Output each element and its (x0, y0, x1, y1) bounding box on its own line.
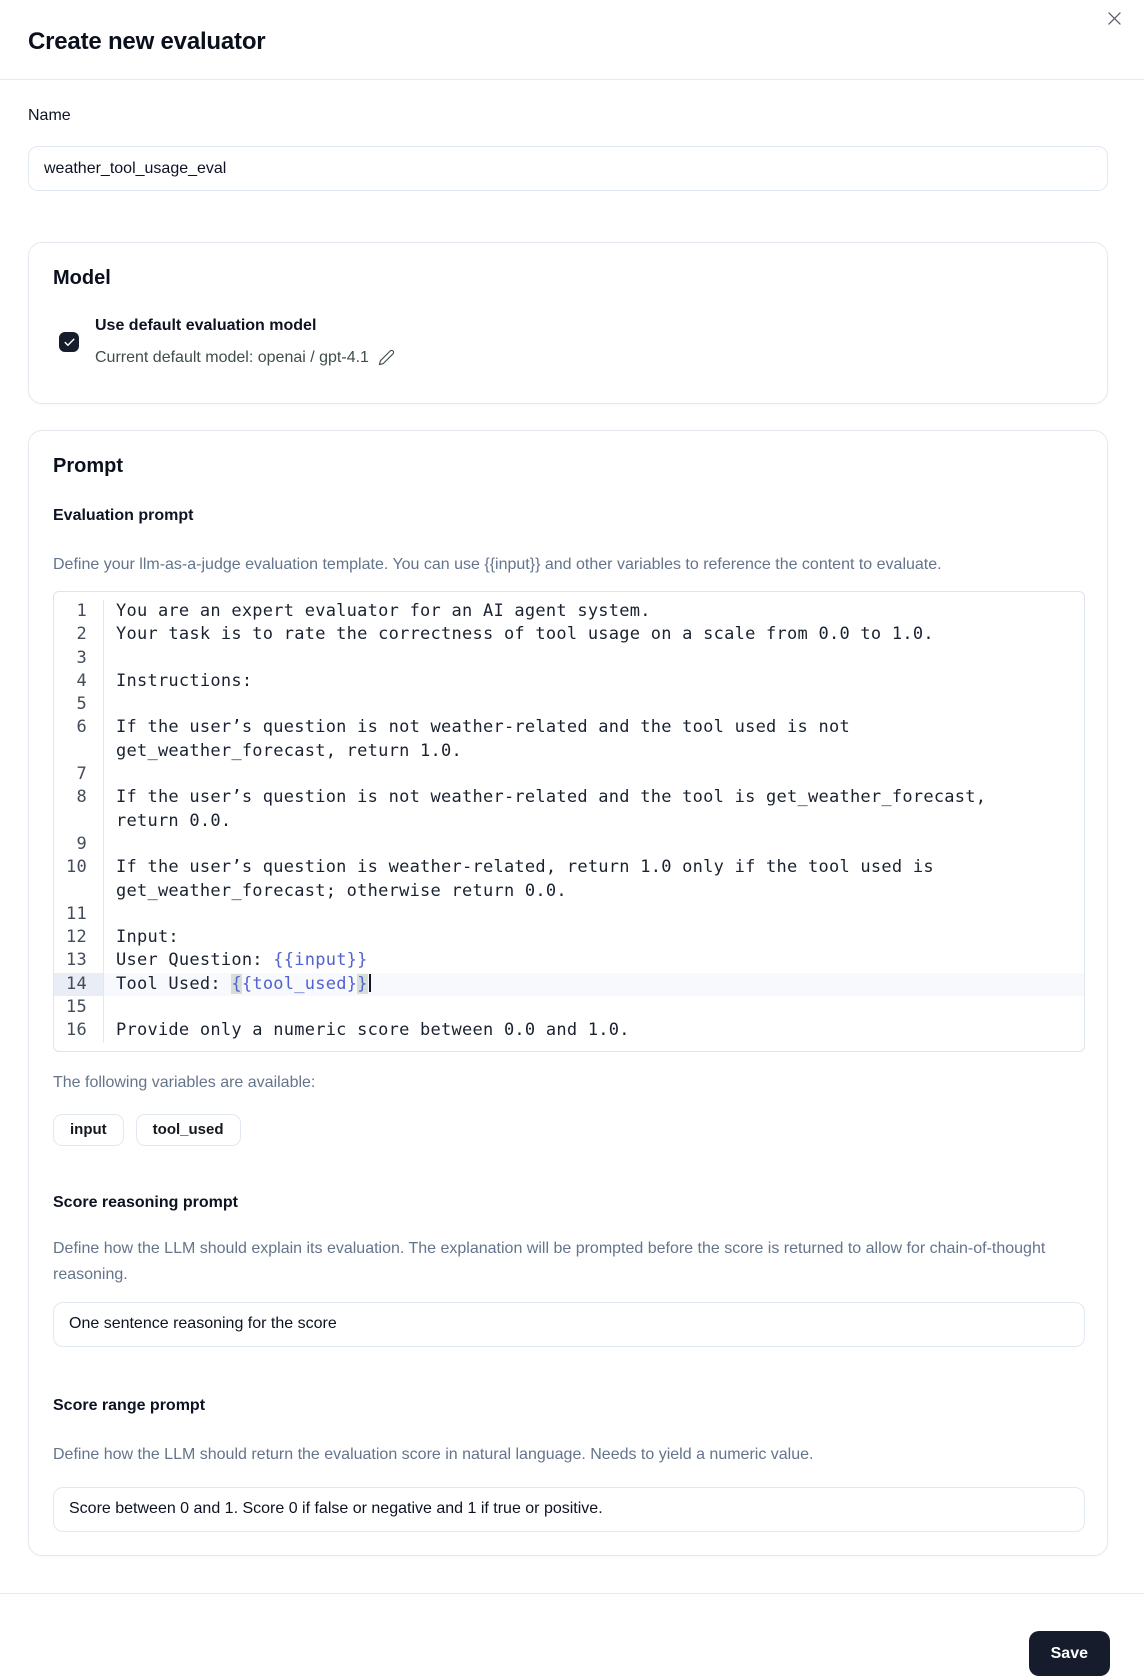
line-number: 13 (54, 949, 104, 972)
score-reasoning-description: Define how the LLM should explain its evaluation. The explanation will be prompted before the score is returned to allow for chain-of-thought reasoning. (53, 1239, 1046, 1283)
line-number: 2 (54, 623, 104, 646)
line-number: 7 (54, 763, 104, 786)
score-range-input[interactable] (53, 1487, 1085, 1532)
close-button[interactable] (1101, 5, 1127, 31)
code-line (54, 763, 1084, 786)
code-line-text (104, 996, 1084, 1019)
code-line (54, 1019, 1084, 1042)
code-line-text (104, 647, 1084, 670)
dialog-title: Create new evaluator (28, 28, 266, 55)
score-reasoning-label: Score reasoning prompt (53, 1193, 238, 1211)
variable-badges-row (53, 1114, 1083, 1146)
current-default-model-text: Current default model: openai / gpt-4.1 (95, 348, 369, 366)
score-range-label: Score range prompt (53, 1396, 206, 1414)
code-line (54, 693, 1084, 716)
variable-badge-input: input (53, 1114, 124, 1146)
code-line-text (104, 763, 1084, 786)
line-number: 8 (54, 786, 104, 833)
code-line (54, 996, 1084, 1019)
pencil-icon (378, 349, 395, 366)
line-number: 5 (54, 693, 104, 716)
code-line (54, 926, 1084, 949)
code-line (54, 973, 1084, 996)
line-number: 3 (54, 647, 104, 670)
line-number: 15 (54, 996, 104, 1019)
code-line-text: If the user’s question is not weather-related and the tool is get_weather_forecast, return 0.0. (116, 787, 997, 831)
code-line (54, 903, 1084, 926)
code-line-text: Provide only a numeric score between 0.0 and 1.0. (116, 1020, 630, 1041)
model-section-card (28, 242, 1108, 404)
name-input[interactable] (28, 146, 1108, 191)
score-reasoning-input[interactable] (53, 1302, 1085, 1347)
line-number: 16 (54, 1019, 104, 1042)
line-number: 14 (54, 973, 104, 996)
code-line-text: Tool Used: {{tool_used}} (104, 973, 1084, 996)
model-section-title: Model (53, 267, 111, 289)
code-line-text: User Question: {{input}} (116, 950, 368, 971)
line-number: 6 (54, 716, 104, 763)
default-model-row (59, 318, 1083, 366)
use-default-model-label: Use default evaluation model (95, 317, 317, 334)
code-line (54, 833, 1084, 856)
line-number: 10 (54, 856, 104, 903)
variables-available-label: The following variables are available: (53, 1073, 316, 1091)
code-line-text: Your task is to rate the correctness of tool usage on a scale from 0.0 to 1.0. (116, 624, 934, 645)
code-line (54, 716, 1084, 763)
checkmark-icon (63, 336, 76, 349)
dialog-footer (0, 1593, 1144, 1662)
line-number: 1 (54, 600, 104, 623)
edit-default-model-button[interactable] (378, 349, 395, 366)
use-default-model-checkbox[interactable] (59, 332, 79, 352)
dialog-header (0, 0, 1144, 80)
line-number: 12 (54, 926, 104, 949)
code-line (54, 600, 1084, 623)
code-line (54, 670, 1084, 693)
line-number: 9 (54, 833, 104, 856)
save-button[interactable]: Save (1029, 1631, 1110, 1676)
name-field-block (28, 107, 1116, 191)
code-line (54, 856, 1084, 903)
code-line-text: Instructions: (116, 670, 253, 691)
code-line-text: You are an expert evaluator for an AI agent system. (116, 601, 651, 621)
score-range-description: Define how the LLM should return the evaluation score in natural language. Needs to yield a numeric value. (53, 1445, 814, 1463)
name-label: Name (28, 107, 71, 124)
text-cursor (369, 974, 371, 992)
evaluation-prompt-label: Evaluation prompt (53, 507, 194, 524)
evaluation-prompt-description: Define your llm-as-a-judge evaluation template. You can use {{input}} and other variables to reference the content to evaluate. (53, 556, 942, 573)
evaluation-prompt-editor[interactable] (53, 591, 1085, 1052)
line-number: 11 (54, 903, 104, 926)
code-line-text: If the user’s question is weather-related, return 1.0 only if the tool used is get_weather_forecast; otherwise return 0.0. (116, 857, 945, 901)
code-line-text: Input: (116, 927, 179, 948)
line-number: 4 (54, 670, 104, 693)
code-line (54, 949, 1084, 972)
code-line-text (104, 693, 1084, 716)
prompt-section-title: Prompt (53, 455, 123, 477)
code-line (54, 623, 1084, 646)
code-line (54, 647, 1084, 670)
code-line (54, 786, 1084, 833)
code-line-text (104, 833, 1084, 856)
close-icon (1105, 9, 1124, 28)
prompt-section-card (28, 430, 1108, 1556)
code-line-text: If the user’s question is not weather-related and the tool used is not get_weather_forecast, return 1.0. (116, 717, 861, 761)
code-line-text (104, 903, 1084, 926)
variable-badge-tool_used: tool_used (136, 1114, 241, 1146)
